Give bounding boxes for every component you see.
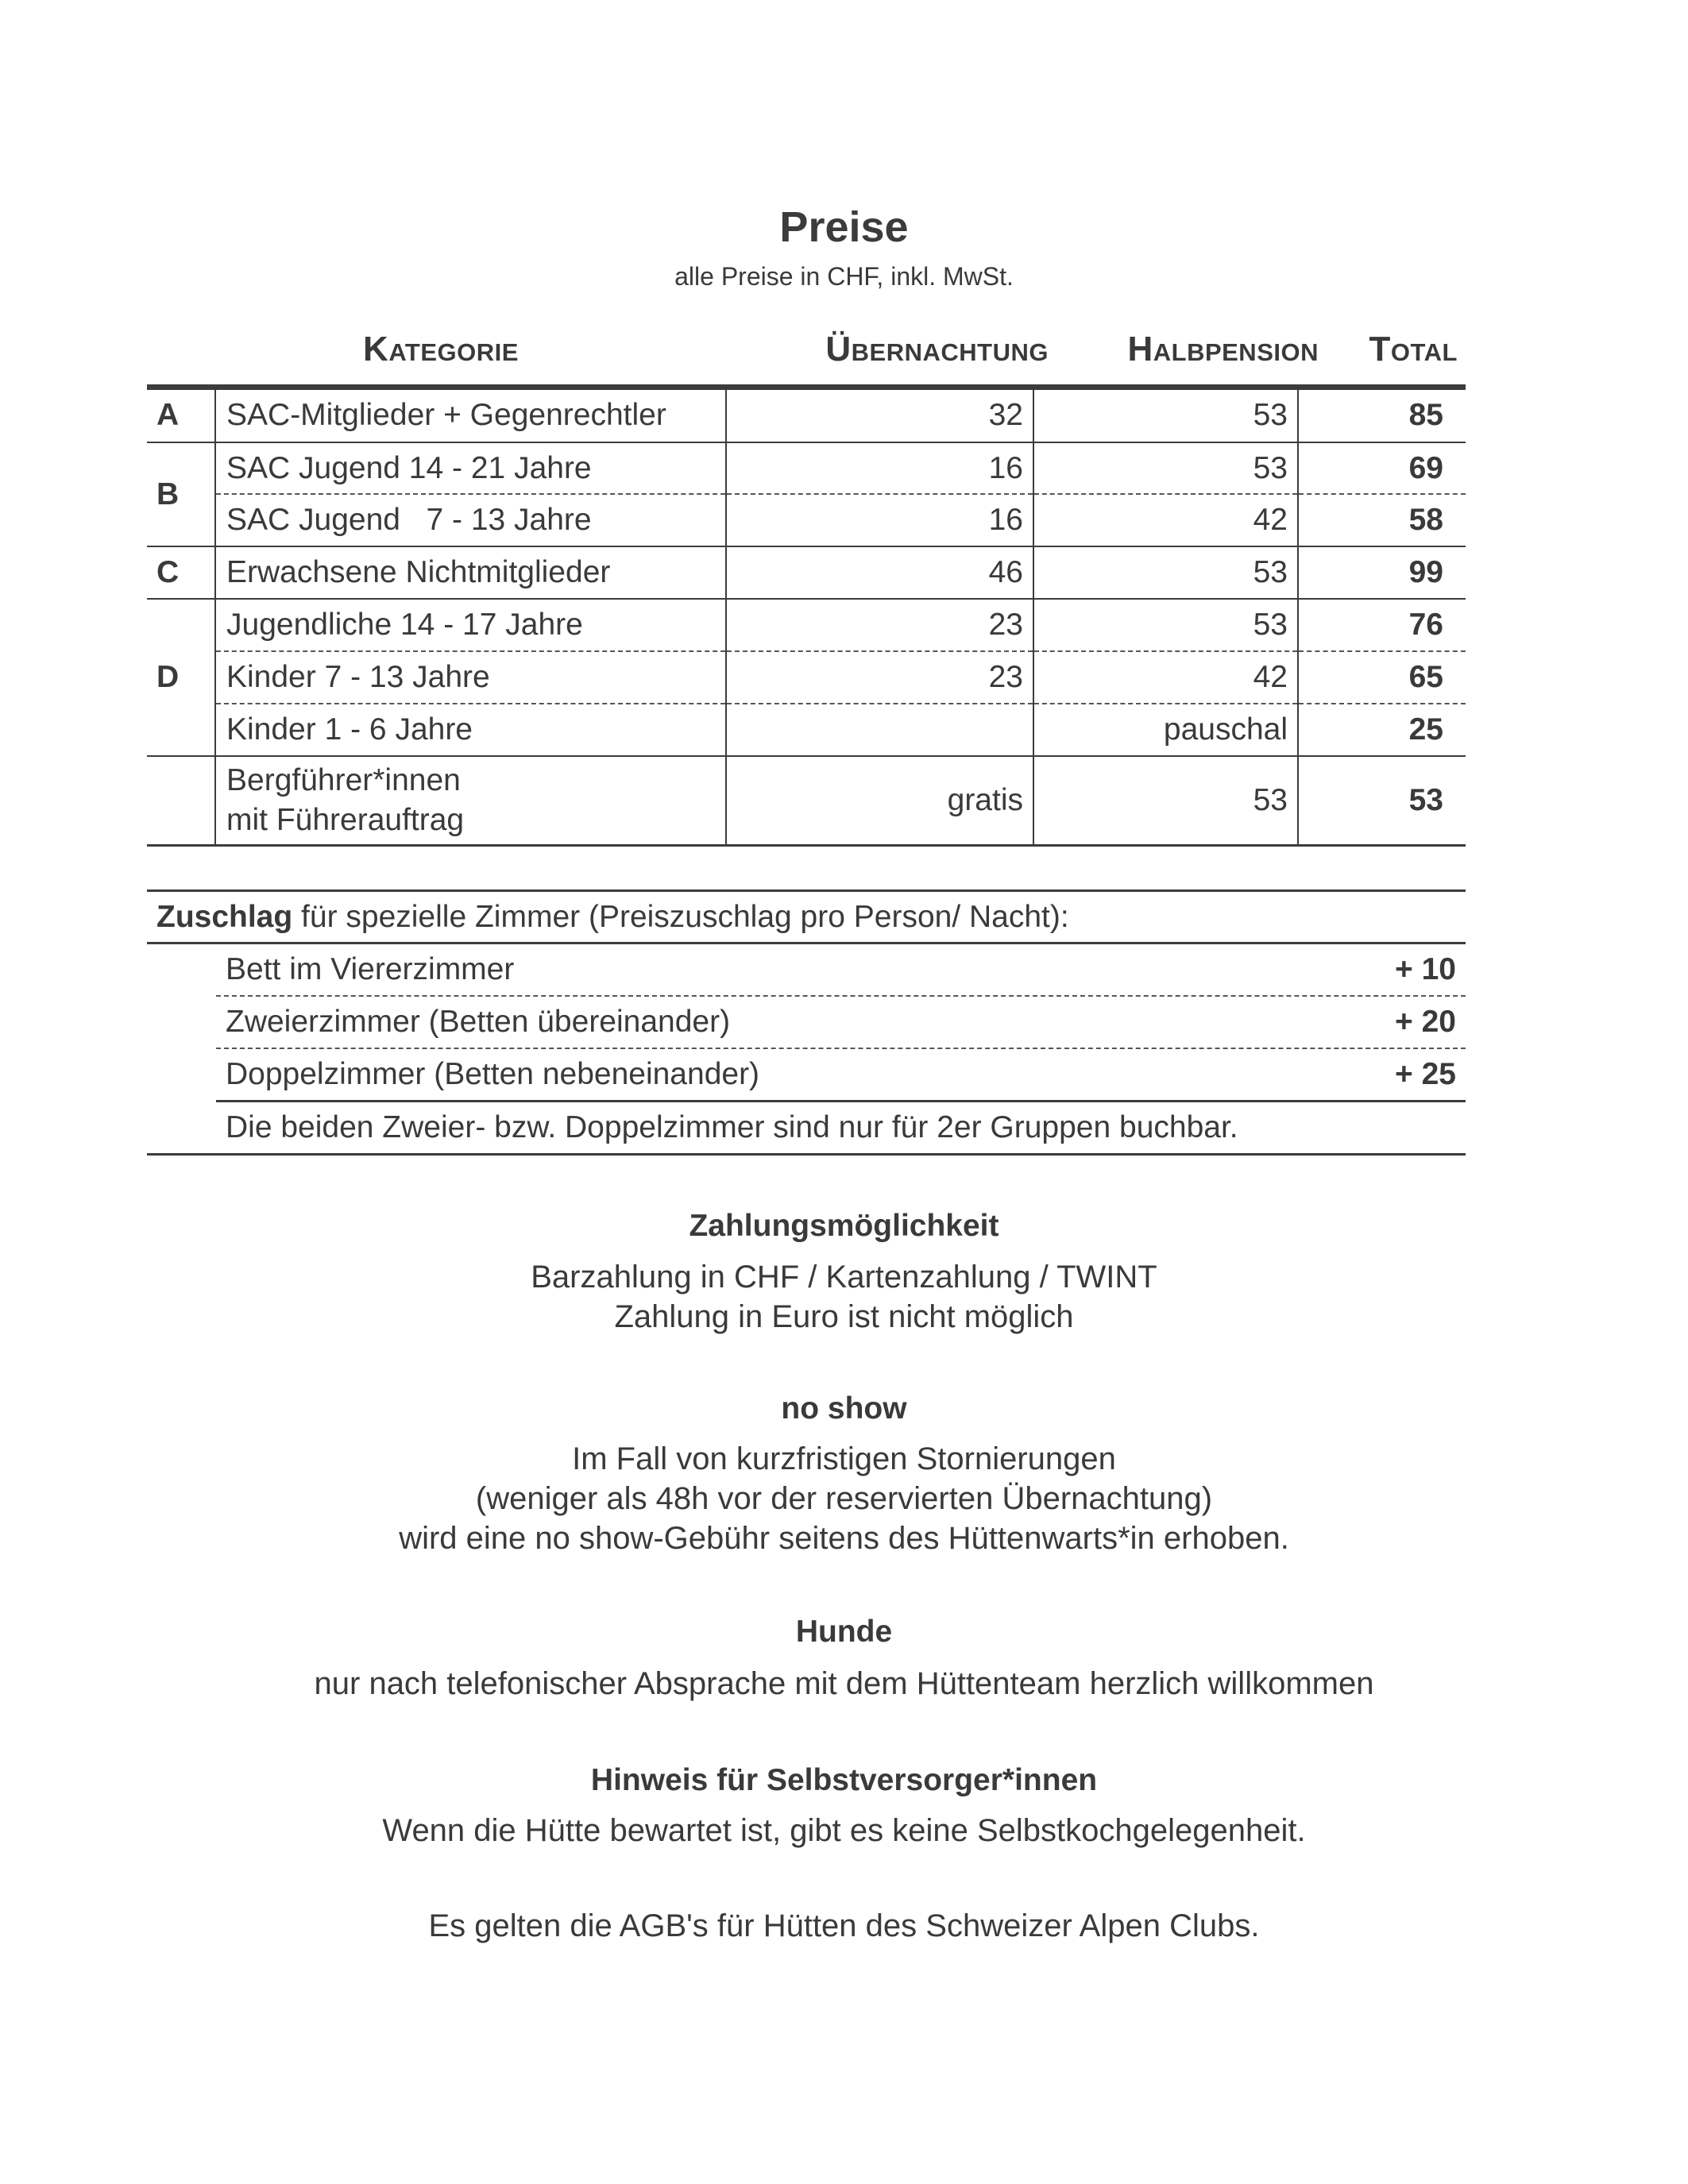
payment-line: Zahlung in Euro ist nicht möglich: [614, 1299, 1074, 1334]
row-label: Jugendliche 14 - 17 Jahre: [215, 599, 726, 651]
surcharge-label: Zweierzimmer (Betten übereinander): [226, 1005, 731, 1039]
total-cell: 25: [1298, 704, 1466, 756]
halbpension-cell: pauschal: [1033, 704, 1298, 756]
uebernachtung-cell: [726, 704, 1033, 756]
dogs-line: nur nach telefonischer Absprache mit dem Hüttenteam herzlich willkommen: [314, 1666, 1374, 1701]
payment-text: [0, 1257, 1688, 1337]
uebernachtung-cell: 16: [726, 442, 1033, 494]
table-row: [147, 546, 1466, 599]
surcharge-section: [147, 889, 1466, 1156]
row-label: SAC Jugend 14 - 21 Jahre: [215, 442, 726, 494]
uebernachtung-cell: 46: [726, 546, 1033, 599]
dogs-text: [0, 1664, 1688, 1704]
selfcatering-heading: Hinweis für Selbstversorger*innen: [590, 1763, 1098, 1797]
header-uebernachtung: Übernachtung: [825, 330, 1049, 369]
row-label-line: Bergführer*innen: [226, 762, 461, 797]
uebernachtung-cell: 32: [726, 389, 1033, 442]
table-row: [147, 704, 1466, 756]
dogs-heading: Hunde: [795, 1615, 893, 1649]
category-cell: C: [147, 546, 215, 599]
payment-heading: Zahlungsmöglichkeit: [689, 1209, 999, 1243]
halbpension-cell: 42: [1033, 651, 1298, 704]
footer-text: [0, 1906, 1688, 1946]
table-row: [147, 389, 1466, 442]
row-label: [215, 756, 726, 845]
table-row: [147, 651, 1466, 704]
halbpension-cell: 53: [1033, 756, 1298, 845]
total-cell: 65: [1298, 651, 1466, 704]
halbpension-cell: 53: [1033, 442, 1298, 494]
total-cell: 58: [1298, 494, 1466, 546]
category-cell: B: [147, 442, 215, 546]
category-cell: A: [147, 389, 215, 442]
table-row: [147, 442, 1466, 494]
table-row: [147, 599, 1466, 651]
category-cell: D: [147, 599, 215, 756]
row-label: Erwachsene Nichtmitglieder: [215, 546, 726, 599]
uebernachtung-cell: 23: [726, 599, 1033, 651]
surcharge-heading: [147, 892, 1466, 944]
surcharge-label: Doppelzimmer (Betten nebeneinander): [226, 1057, 760, 1091]
row-label: Kinder 7 - 13 Jahre: [215, 651, 726, 704]
page-title: Preise: [779, 203, 909, 251]
price-table: [147, 389, 1466, 847]
noshow-line: Im Fall von kurzfristigen Stornierungen: [572, 1441, 1116, 1476]
surcharge-label: Bett im Viererzimmer: [226, 952, 515, 986]
total-cell: 69: [1298, 442, 1466, 494]
halbpension-cell: 53: [1033, 599, 1298, 651]
payment-line: Barzahlung in CHF / Kartenzahlung / TWINT: [531, 1260, 1157, 1295]
header-total: Total: [1369, 330, 1458, 369]
surcharge-heading-bold: Zuschlag: [156, 900, 293, 934]
uebernachtung-cell: 23: [726, 651, 1033, 704]
surcharge-item: [216, 1049, 1466, 1102]
uebernachtung-cell: 16: [726, 494, 1033, 546]
footer-line: Es gelten die AGB's für Hütten des Schweizer Alpen Clubs.: [428, 1908, 1260, 1943]
surcharge-item: [216, 997, 1466, 1049]
noshow-line: wird eine no show-Gebühr seitens des Hüttenwarts*in erhoben.: [399, 1521, 1289, 1556]
surcharge-note: Die beiden Zweier- bzw. Doppelzimmer sind nur für 2er Gruppen buchbar.: [147, 1102, 1466, 1156]
halbpension-cell: 53: [1033, 389, 1298, 442]
surcharge-value: + 20: [1395, 1005, 1456, 1039]
table-row: [147, 494, 1466, 546]
category-cell: [147, 756, 215, 845]
row-label-line: mit Führerauftrag: [226, 802, 465, 837]
total-cell: 99: [1298, 546, 1466, 599]
total-cell: 53: [1298, 756, 1466, 845]
surcharge-item: [216, 944, 1466, 997]
header-kategorie: Kategorie: [363, 330, 519, 369]
surcharge-value: + 10: [1395, 952, 1456, 986]
surcharge-heading-text: für spezielle Zimmer (Preiszuschlag pro Person/ Nacht):: [292, 900, 1069, 934]
halbpension-cell: 42: [1033, 494, 1298, 546]
noshow-text: [0, 1439, 1688, 1558]
surcharge-value: + 25: [1395, 1057, 1456, 1091]
selfcatering-line: Wenn die Hütte bewartet ist, gibt es keine Selbstkochgelegenheit.: [382, 1813, 1306, 1848]
row-label: Kinder 1 - 6 Jahre: [215, 704, 726, 756]
table-row: [147, 756, 1466, 845]
header-halbpension: Halbpension: [1127, 330, 1319, 369]
row-label: SAC Jugend 7 - 13 Jahre: [215, 494, 726, 546]
halbpension-cell: 53: [1033, 546, 1298, 599]
uebernachtung-cell: gratis: [726, 756, 1033, 845]
total-cell: 85: [1298, 389, 1466, 442]
page-subtitle: alle Preise in CHF, inkl. MwSt.: [674, 262, 1014, 291]
total-cell: 76: [1298, 599, 1466, 651]
row-label: SAC-Mitglieder + Gegenrechtler: [215, 389, 726, 442]
noshow-line: (weniger als 48h vor der reservierten Übernachtung): [475, 1481, 1213, 1516]
selfcatering-text: [0, 1811, 1688, 1850]
noshow-heading: no show: [781, 1391, 907, 1426]
